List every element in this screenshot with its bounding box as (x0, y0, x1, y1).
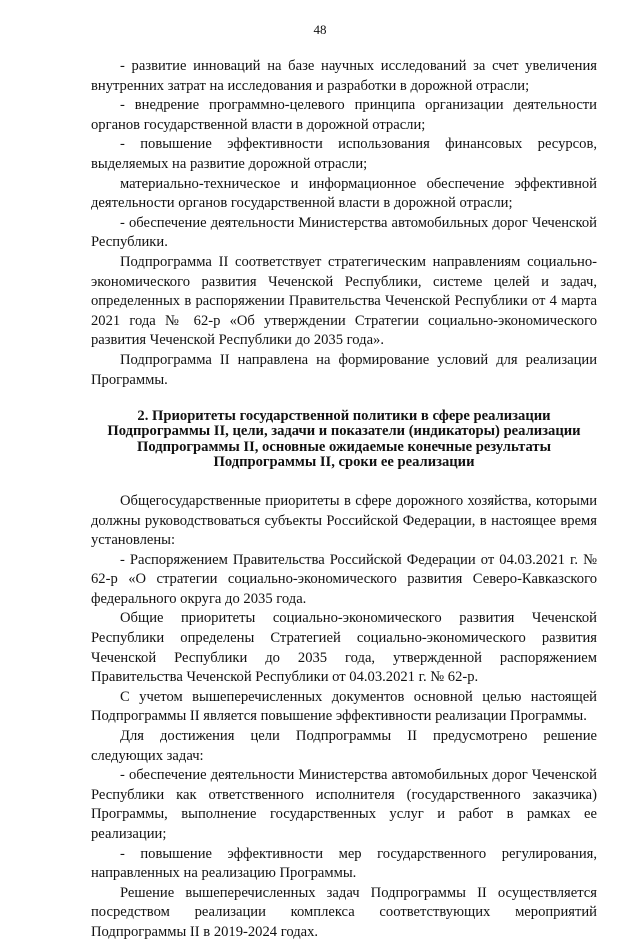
paragraph: - Распоряжением Правительства Российской Федерации от 04.03.2021 г. № 62-р «О стратегии социально-экономического развития Северо-Кавказского федерального округа до 2035 года. (91, 551, 597, 607)
paragraph: - внедрение программно-целевого принципа организации деятельности органов государственной власти в дорожной отрасли; (91, 97, 597, 133)
paragraph: Подпрограмма II соответствует стратегическим направлениям социально-экономического развития Чеченской Республики, системе целей и задач, определенных в распоряжении Правительства Чеченской Республики от 4 марта 2021 года № 62-р «Об утверждении Стратегии социально-экономического развития Чеченской Республики до 2035 года». (91, 253, 597, 349)
paragraph: - повышение эффективности использования финансовых ресурсов, выделяемых на развитие дорожной отрасли; (91, 136, 597, 172)
document-body (91, 57, 597, 943)
paragraph: - повышение эффективности мер государственного регулирования, направленных на реализацию Программы. (91, 845, 597, 882)
paragraph: Решение вышеперечисленных задач Подпрограммы II осуществляется посредством реализации комплекса соответствующих мероприятий Подпрограммы II в 2019-2024 годах. (91, 884, 597, 940)
paragraph: С учетом вышеперечисленных документов основной целью настоящей Подпрограммы II является повышение эффективности реализации Программы. (91, 688, 597, 725)
paragraph: Общегосударственные приоритеты в сфере дорожного хозяйства, которыми должны руководствоваться субъекты Российской Федерации, в настоящее время установлены: (91, 492, 597, 549)
paragraph: - развитие инноваций на базе научных исследований за счет увеличения внутренних затрат на исследования и разработки в дорожной отрасли; (91, 58, 597, 94)
paragraph: Для достижения цели Подпрограммы II предусмотрено решение следующих задач: (91, 728, 597, 764)
paragraph: Подпрограмма II направлена на формирование условий для реализации Программы. (91, 351, 597, 388)
paragraph: материально-техническое и информационное обеспечение эффективной деятельности органов государственной власти в дорожной отрасли; (91, 175, 597, 212)
page-number: 48 (313, 22, 327, 37)
paragraph: Общие приоритеты социально-экономического развития Чеченской Республики определены Стратегией социально-экономического развития Чеченской Республики до 2035 года, утвержденной распоряжением Правительства Чеченской Республики от 04.03.2021 г. № 62-р. (91, 610, 597, 686)
paragraph: - обеспечение деятельности Министерства автомобильных дорог Чеченской Республики как ответственного исполнителя (государственного заказчика) Программы, выполнение государственных услуг и работ в рамках ее реализации; (91, 767, 597, 842)
paragraph: - обеспечение деятельности Министерства автомобильных дорог Чеченской Республики. (91, 214, 597, 251)
section-heading: 2. Приоритеты государственной политики в сфере реализации Подпрограммы II, цели, задачи и показатели (индикаторы) реализации Подпрограммы II, основные ожидаемые конечные результаты Подпрограммы II, сроки ее реализации (107, 408, 581, 470)
